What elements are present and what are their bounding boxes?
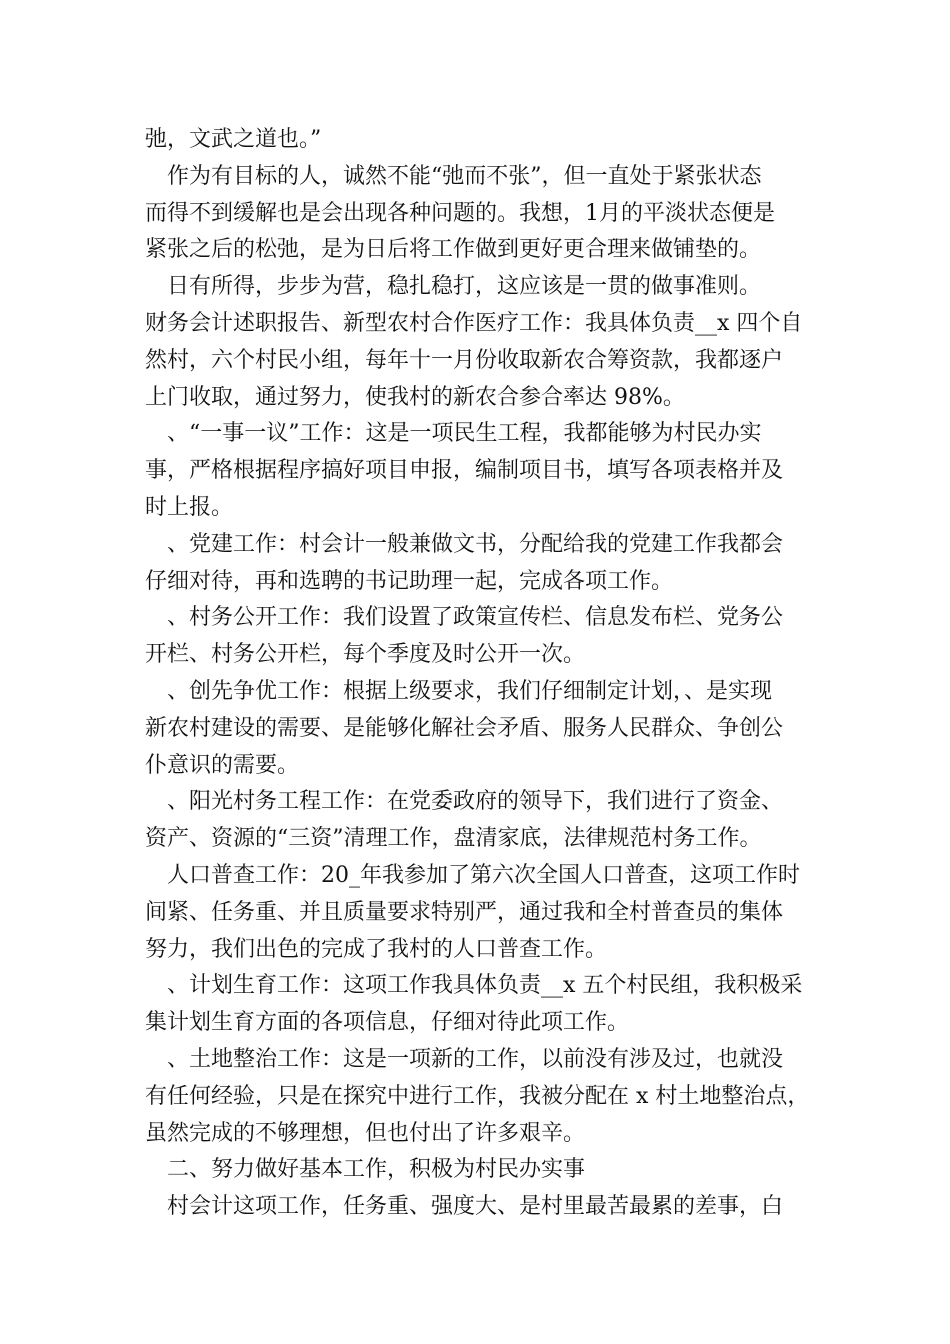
text-line: 上门收取，通过努力，使我村的新农合参合率达 98%。 — [145, 384, 685, 410]
text-line: 时上报。 — [145, 494, 234, 520]
text-line: 然村，六个村民小组，每年十一月份收取新农合筹资款，我都逐户 — [145, 347, 784, 373]
text-line: 、计划生育工作：这项工作我具体负责__x 五个村民组，我积极采 — [167, 973, 803, 999]
text-line: 新农村建设的需要、是能够化解社会矛盾、服务人民群众、争创公 — [145, 715, 784, 741]
text-line: 财务会计述职报告、新型农村合作医疗工作：我具体负责__x 四个自 — [145, 310, 803, 336]
text-line: 有任何经验，只是在探究中进行工作，我被分配在 x 村土地整治点， — [145, 1083, 810, 1109]
text-line: 仆意识的需要。 — [145, 752, 300, 778]
text-line: 开栏、村务公开栏，每个季度及时公开一次。 — [145, 642, 586, 668]
text-line: 人口普查工作：20_年我参加了第六次全国人口普查，这项工作时 — [167, 862, 800, 888]
text-line: 集计划生育方面的各项信息，仔细对待此项工作。 — [145, 1010, 630, 1036]
text-line: 、创先争优工作：根据上级要求，我们仔细制定计划，、是实现 — [167, 678, 773, 704]
text-line: 弛，文武之道也。” — [145, 127, 322, 152]
text-line: 仔细对待，再和选聘的书记助理一起，完成各项工作。 — [145, 568, 674, 594]
text-line: 、党建工作：村会计一般兼做文书，分配给我的党建工作我都会 — [167, 531, 784, 557]
text-line: 间紧、任务重、并且质量要求特别严，通过我和全村普查员的集体 — [145, 899, 784, 925]
text-line: 而得不到缓解也是会出现各种问题的。我想，1月的平淡状态便是 — [145, 200, 775, 226]
document-page — [145, 122, 825, 1226]
text-line: 作为有目标的人，诚然不能“弛而不张”，但一直处于紧张状态 — [167, 163, 762, 189]
text-line: 虽然完成的不够理想，但也付出了许多艰辛。 — [145, 1120, 586, 1146]
text-line: 紧张之后的松弛，是为日后将工作做到更好更合理来做铺垫的。 — [145, 237, 762, 263]
text-line: 资产、资源的“三资”清理工作，盘清家底，法律规范村务工作。 — [145, 826, 762, 852]
text-line: 、“一事一议”工作：这是一项民生工程，我都能够为村民办实 — [167, 421, 762, 447]
text-line: 努力，我们出色的完成了我村的人口普查工作。 — [145, 936, 608, 962]
text-line: 村会计这项工作，任务重、强度大、是村里最苦最累的差事，白 — [167, 1194, 784, 1220]
text-line: 事，严格根据程序搞好项目申报，编制项目书，填写各项表格并及 — [145, 458, 784, 484]
text-line: 、村务公开工作：我们设置了政策宣传栏、信息发布栏、党务公 — [167, 605, 784, 631]
text-line: 、阳光村务工程工作：在党委政府的领导下，我们进行了资金、 — [167, 789, 784, 815]
text-line: 日有所得，步步为营，稳扎稳打，这应该是一贯的做事准则。 — [167, 274, 762, 300]
text-line: 二、努力做好基本工作，积极为村民办实事 — [167, 1157, 586, 1183]
text-line: 、土地整治工作：这是一项新的工作，以前没有涉及过，也就没 — [167, 1046, 784, 1072]
